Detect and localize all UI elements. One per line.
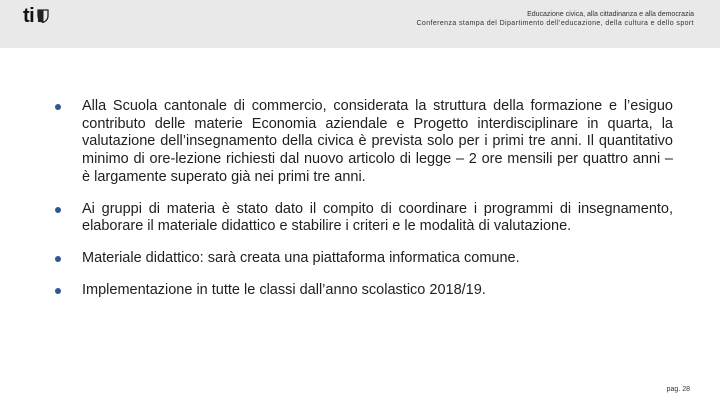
list-item — [55, 201, 673, 236]
header-subtitle: Conferenza stampa del Dipartimento dell’educazione, della cultura e dello sport — [416, 20, 694, 27]
header-title: Educazione civica, alla cittadinanza e alla democrazia — [527, 11, 694, 18]
list-item — [55, 98, 673, 187]
bullet-icon — [55, 104, 61, 110]
bullet-text: Alla Scuola cantonale di commercio, considerata la struttura della formazione e l’esiguo contributo delle materie Economia aziendale e Progetto interdisciplinare in quarta, la valutazione dell’insegnamento della civica è prevista solo per i primi tre anni. Il quantitativo minimo di ore-lezione richiesti dal nuovo articolo di legge – 2 ore mensili per quattro anni – è largamente superato già nei primi tre anni. — [82, 98, 673, 185]
page-number: pag. 28 — [666, 386, 690, 393]
header-text — [416, 10, 694, 28]
bullet-icon — [55, 207, 61, 213]
bullet-text: Materiale didattico: sarà creata una piattaforma informatica comune. — [82, 249, 520, 266]
bullet-icon — [55, 288, 61, 294]
list-item — [55, 282, 673, 300]
bullet-icon — [55, 256, 61, 262]
ticino-logo — [23, 6, 49, 26]
bullet-text: Ai gruppi di materia è stato dato il compito di coordinare i programmi di insegnamento, elaborare il materiale didattico e stabilire i criteri e le modalità di valutazione. — [82, 200, 673, 235]
bullet-text: Implementazione in tutte le classi dall’anno scolastico 2018/19. — [82, 281, 486, 298]
shield-icon — [37, 9, 49, 23]
logo-text: ti — [23, 5, 35, 27]
bullet-list — [55, 98, 673, 313]
list-item — [55, 250, 673, 268]
header-bar — [0, 0, 720, 48]
